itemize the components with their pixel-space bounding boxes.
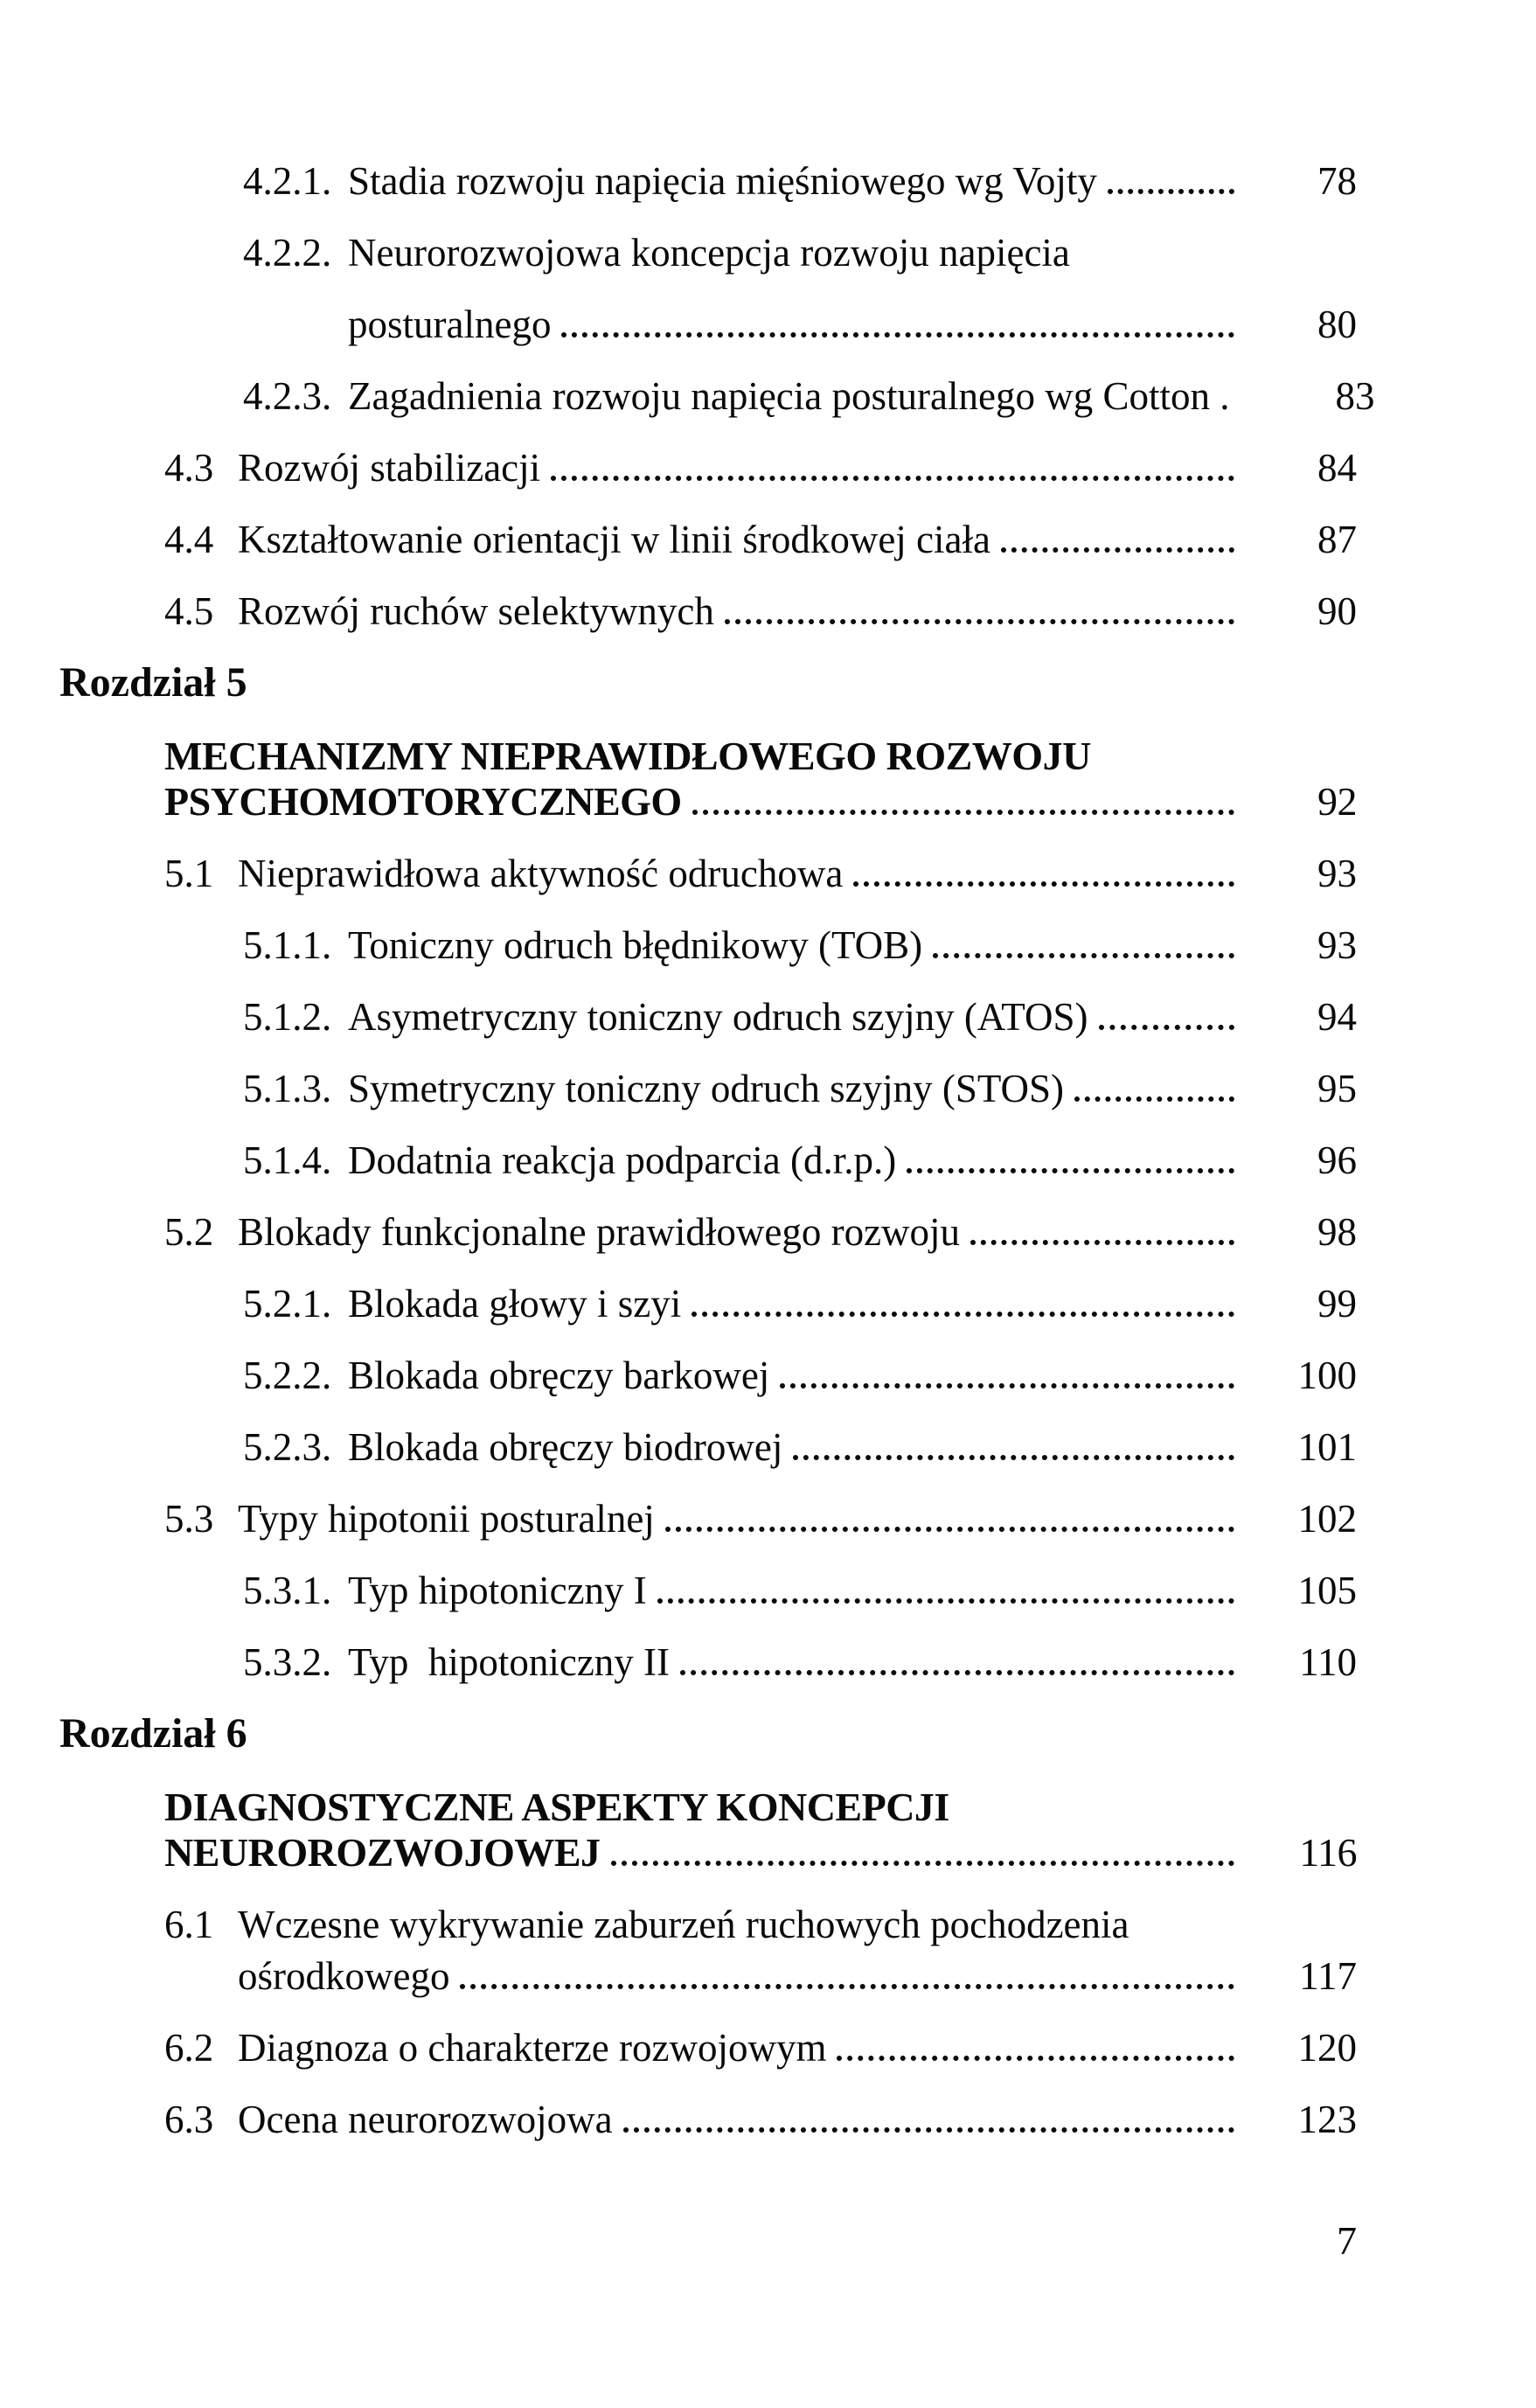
entry-body [238,2026,1357,2070]
entry-number: 5.1.4. [243,1138,332,1182]
entry-number: 4.4 [164,518,214,561]
toc-entry [0,231,1357,346]
toc-entry [0,159,1357,203]
entry-title-continuation [348,303,1357,346]
entry-number: 5.2.3. [243,1425,332,1469]
entry-body [348,231,1357,346]
entry-title: Dodatnia reakcja podparcia (d.r.p.) [348,1138,897,1182]
dot-leader [551,470,1234,481]
entry-number: 5.2.1. [243,1282,332,1326]
entry-title: Rozwój ruchów selektywnych [238,589,714,633]
entry-number: 6.2 [164,2026,214,2070]
entry-page: 102 [1297,1497,1357,1541]
entry-number: 4.2.1. [243,159,332,203]
entry-body [238,852,1357,895]
entry-body [238,2098,1357,2141]
dot-leader [1001,542,1234,553]
entry-number: 5.3.1. [243,1569,332,1612]
dot-leader [460,1979,1234,1989]
dot-leader [1240,404,1252,409]
entry-body [348,1138,1357,1182]
entry-title: Kształtowanie orientacji w linii środkowej ciała [238,518,990,561]
entry-page: 98 [1317,1210,1357,1254]
entry-page: 95 [1317,1067,1357,1110]
entry-body [238,1210,1357,1254]
entry-title: Typ hipotoniczny II [348,1640,671,1684]
entry-number: 4.2.3. [243,374,332,418]
chapter-5-title-line2-row [164,780,1357,824]
dot-leader [970,1235,1234,1245]
entry-page: 83 [1335,374,1375,418]
toc-entry [0,1903,1357,1998]
entry-title: Diagnoza o charakterze rozwojowym [238,2026,827,2070]
dot-leader [725,614,1234,624]
entry-page: 78 [1317,159,1357,203]
dot-leader [692,1306,1234,1317]
entry-body [348,1569,1357,1612]
entry-title: Toniczny odruch błędnikowy (TOB) [348,923,923,967]
toc-entry [0,374,1375,418]
entry-body [238,1497,1357,1541]
entry-body [238,518,1357,561]
entry-page: 120 [1297,2026,1357,2070]
entry-title: Asymetryczny toniczny odruch szyjny (ATOS) [348,995,1088,1039]
entry-body [348,1425,1357,1469]
chapter-5-page: 92 [1317,779,1357,824]
entry-page: 87 [1317,518,1357,561]
dot-leader [611,1855,1234,1866]
dot-leader [561,327,1234,338]
entry-number: 5.1.3. [243,1067,332,1110]
folio-page-number: 7 [1337,2218,1357,2263]
entry-number: 4.3 [164,446,214,490]
dot-leader [837,2050,1234,2061]
entry-body [238,446,1357,490]
entry-title: Typ hipotoniczny I [348,1569,647,1612]
entry-title-continuation [238,1954,1357,1998]
chapter-5-title-line1: MECHANIZMY NIEPRAWIDŁOWEGO ROZWOJU [164,734,1091,778]
entry-page: 123 [1297,2098,1357,2141]
toc-entry [0,1138,1357,1182]
dot-leader [780,1378,1234,1388]
chapter-6-page: 116 [1299,1830,1357,1875]
dot-leader [853,876,1234,887]
entry-title-line2: posturalnego [348,303,552,346]
toc-entry [0,446,1357,490]
entry-body [238,589,1357,633]
entry-page: 84 [1317,446,1357,490]
toc-entry [0,1640,1357,1684]
entry-body [348,1282,1357,1326]
entry-number: 5.1 [164,852,214,895]
entry-page: 94 [1317,995,1357,1039]
entry-page: 105 [1297,1569,1357,1612]
chapter-6-title [0,1784,1357,1875]
chapter-5-title-line2: PSYCHOMOTORYCZNEGO [164,779,682,824]
chapter-5-title [0,733,1357,824]
entry-number: 5.1.2. [243,995,332,1039]
entry-number: 6.3 [164,2098,214,2141]
toc-entry [0,1354,1357,1397]
dot-leader [1099,1020,1235,1030]
toc-entry [0,2098,1357,2141]
chapter-5-heading: Rozdział 5 [59,659,247,706]
entry-body [348,1640,1357,1684]
entry-page: 96 [1317,1138,1357,1182]
dot-leader [623,2122,1234,2133]
toc-entry [0,589,1357,633]
entry-title-line2: ośrodkowego [238,1954,450,1998]
entry-title: Stadia rozwoju napięcia mięśniowego wg Vojty [348,159,1097,203]
dot-leader [933,948,1234,958]
entry-title: Ocena neurorozwojowa [238,2098,613,2141]
entry-title: Nieprawidłowa aktywność odruchowa [238,852,844,895]
entry-body [348,995,1357,1039]
entry-number: 4.2.2. [243,231,332,275]
entry-title: Symetryczny toniczny odruch szyjny (STOS) [348,1067,1065,1110]
dot-leader [680,1665,1234,1675]
entry-page: 80 [1317,303,1357,346]
entry-title: Typy hipotonii posturalnej [238,1497,655,1541]
dot-leader [665,1521,1234,1532]
entry-page: 99 [1317,1282,1357,1326]
entry-body [348,923,1357,967]
entry-title: Rozwój stabilizacji [238,446,541,490]
entry-title: Neurorozwojowa koncepcja rozwoju napięcia [348,231,1070,275]
toc-entry [0,1425,1357,1469]
entry-number: 6.1 [164,1903,214,1946]
chapter-6-title-line2: NEUROROZWOJOWEJ [164,1830,601,1875]
entry-number: 5.3.2. [243,1640,332,1684]
toc-entry [0,1282,1357,1326]
entry-title: Blokada obręczy barkowej [348,1354,770,1397]
entry-number: 5.3 [164,1497,214,1541]
toc-entry [0,995,1357,1039]
toc-entry [0,1067,1357,1110]
toc-entry [0,518,1357,561]
entry-body [348,1067,1357,1110]
toc-entry [0,923,1357,967]
dot-leader [657,1593,1234,1604]
chapter-6-heading: Rozdział 6 [59,1710,247,1757]
entry-title: Blokada głowy i szyi [348,1282,682,1326]
dot-leader [1074,1091,1234,1102]
entry-number: 5.2.2. [243,1354,332,1397]
toc-entry [0,852,1357,895]
dot-leader [692,804,1234,815]
toc-entry [0,1497,1357,1541]
entry-body [348,159,1357,203]
entry-body [348,1354,1357,1397]
entry-title: Zagadnienia rozwoju napięcia posturalnego wg Cotton . [348,374,1230,418]
entry-page: 110 [1299,1640,1357,1684]
dot-leader [907,1163,1234,1173]
entry-page: 93 [1317,923,1357,967]
toc-entry [0,2026,1357,2070]
entry-title: Blokady funkcjonalne prawidłowego rozwoju [238,1210,961,1254]
entry-number: 5.1.1. [243,923,332,967]
entry-page: 101 [1297,1425,1357,1469]
entry-page: 90 [1317,589,1357,633]
chapter-6-title-line1: DIAGNOSTYCZNE ASPEKTY KONCEPCJI [164,1785,949,1829]
toc-entry [0,1569,1357,1612]
entry-body [348,374,1375,418]
entry-number: 5.2 [164,1210,214,1254]
dot-leader [793,1450,1234,1460]
entry-number: 4.5 [164,589,214,633]
entry-title: Blokada obręczy biodrowej [348,1425,783,1469]
entry-title: Wczesne wykrywanie zaburzeń ruchowych pochodzenia [238,1903,1129,1946]
entry-page: 93 [1317,852,1357,895]
entry-page: 100 [1297,1354,1357,1397]
entry-body [238,1903,1357,1998]
toc-entry [0,1210,1357,1254]
chapter-6-title-line2-row [164,1831,1357,1875]
entry-page: 117 [1299,1954,1357,1998]
dot-leader [1108,184,1234,194]
